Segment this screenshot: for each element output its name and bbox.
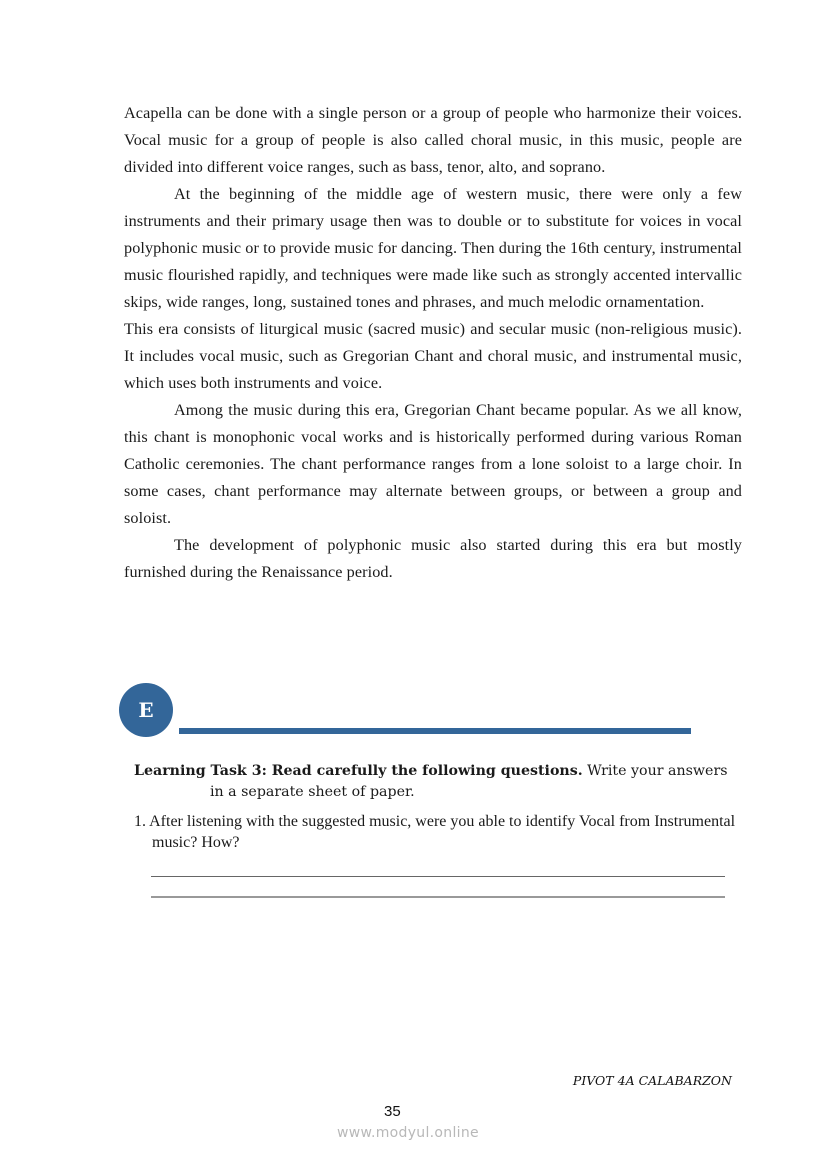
task-title: Learning Task 3: Read carefully the following questions. xyxy=(134,763,583,779)
section-badge-letter: E xyxy=(138,698,154,722)
body-text xyxy=(124,100,742,586)
paragraph: Acapella can be done with a single person or a group of people who harmonize their voices. Vocal music for a group of people is also called choral music, in this music, people are divided into different voice ranges, such as bass, tenor, alto, and soprano. xyxy=(124,104,742,176)
task-title-rest: Write your answers xyxy=(582,763,728,779)
question-item xyxy=(134,811,740,853)
paragraph: At the beginning of the middle age of western music, there were only a few instruments and their primary usage then was to double or to substitute for voices in vocal polyphonic music or to provide music for dancing. Then during the 16th century, instrumental music flourished rapidly, and techniques were made like such as strongly accented intervallic skips, wide ranges, long, sustained tones and phrases, and much melodic ornamentation. xyxy=(124,185,742,311)
answer-line xyxy=(151,876,725,877)
question-number: 1. xyxy=(134,813,146,830)
question-text: After listening with the suggested music, were you able to identify Vocal from Instrumental music? How? xyxy=(149,813,736,851)
paragraph: Among the music during this era, Gregorian Chant became popular. As we all know, this chant is monophonic vocal works and is historically performed during various Roman Catholic ceremonies. The chant performance ranges from a lone soloist to a large choir. In some cases, chant performance may alternate between groups, or between a group and soloist. xyxy=(124,401,742,527)
section-divider xyxy=(179,728,691,734)
section-badge-e xyxy=(119,683,173,737)
paragraph: This era consists of liturgical music (sacred music) and secular music (non-religious music). It includes vocal music, such as Gregorian Chant and choral music, and instrumental music, which uses both instruments and voice. xyxy=(124,320,742,392)
footer-brand: PIVOT 4A CALABARZON xyxy=(572,1073,732,1088)
page-number: 35 xyxy=(384,1103,401,1120)
watermark: www.modyul.online xyxy=(337,1125,479,1141)
answer-line xyxy=(151,896,725,898)
task-title-continued: in a separate sheet of paper. xyxy=(210,784,415,800)
paragraph: The development of polyphonic music also started during this era but mostly furnished during the Renaissance period. xyxy=(124,536,742,581)
learning-task-instructions xyxy=(134,761,740,803)
